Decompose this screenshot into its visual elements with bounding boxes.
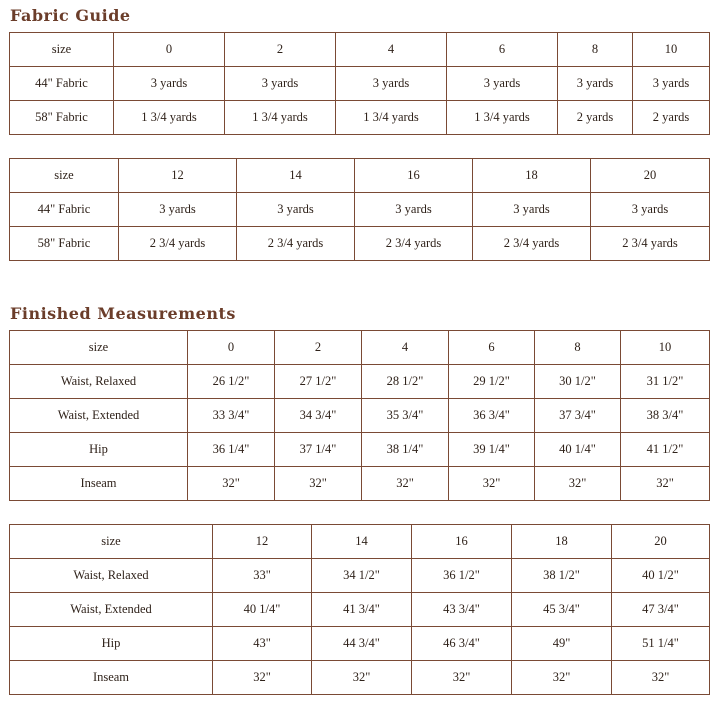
value-cell: 28 1/2" xyxy=(362,365,449,399)
table-row xyxy=(10,593,710,627)
value-cell: 2 3/4 yards xyxy=(355,227,473,261)
value-cell: 38 1/4" xyxy=(362,433,449,467)
row-label-cell: size xyxy=(10,525,213,559)
value-cell: 16 xyxy=(355,159,473,193)
value-cell: 36 1/4" xyxy=(188,433,275,467)
value-cell: 3 yards xyxy=(225,67,336,101)
value-cell: 34 1/2" xyxy=(312,559,412,593)
value-cell: 0 xyxy=(188,331,275,365)
value-cell: 14 xyxy=(237,159,355,193)
value-cell: 34 3/4" xyxy=(275,399,362,433)
value-cell: 36 1/2" xyxy=(412,559,512,593)
finished-measurements-table-2 xyxy=(9,524,710,695)
value-cell: 3 yards xyxy=(473,193,591,227)
value-cell: 20 xyxy=(591,159,710,193)
value-cell: 40 1/4" xyxy=(535,433,621,467)
fabric-guide-heading: Fabric Guide xyxy=(10,6,131,25)
value-cell: 41 3/4" xyxy=(312,593,412,627)
value-cell: 38 3/4" xyxy=(621,399,710,433)
finished-measurements-table-1 xyxy=(9,330,710,501)
value-cell: 33 3/4" xyxy=(188,399,275,433)
table-row xyxy=(10,227,710,261)
value-cell: 3 yards xyxy=(558,67,633,101)
value-cell: 2 xyxy=(225,33,336,67)
value-cell: 40 1/2" xyxy=(612,559,710,593)
value-cell: 4 xyxy=(336,33,447,67)
row-label-cell: 44" Fabric xyxy=(10,67,114,101)
value-cell: 32" xyxy=(312,661,412,695)
value-cell: 36 3/4" xyxy=(449,399,535,433)
value-cell: 3 yards xyxy=(119,193,237,227)
value-cell: 32" xyxy=(275,467,362,501)
header-row xyxy=(10,159,710,193)
value-cell: 2 3/4 yards xyxy=(119,227,237,261)
value-cell: 40 1/4" xyxy=(213,593,312,627)
value-cell: 38 1/2" xyxy=(512,559,612,593)
table-row xyxy=(10,365,710,399)
value-cell: 20 xyxy=(612,525,710,559)
value-cell: 2 yards xyxy=(558,101,633,135)
row-label-cell: Waist, Relaxed xyxy=(10,365,188,399)
value-cell: 8 xyxy=(535,331,621,365)
value-cell: 10 xyxy=(633,33,710,67)
row-label-cell: size xyxy=(10,331,188,365)
value-cell: 43" xyxy=(213,627,312,661)
value-cell: 4 xyxy=(362,331,449,365)
row-label-cell: 44" Fabric xyxy=(10,193,119,227)
value-cell: 41 1/2" xyxy=(621,433,710,467)
table-row xyxy=(10,627,710,661)
value-cell: 18 xyxy=(512,525,612,559)
value-cell: 3 yards xyxy=(336,67,447,101)
value-cell: 32" xyxy=(535,467,621,501)
value-cell: 2 3/4 yards xyxy=(237,227,355,261)
value-cell: 30 1/2" xyxy=(535,365,621,399)
value-cell: 12 xyxy=(213,525,312,559)
value-cell: 3 yards xyxy=(633,67,710,101)
value-cell: 46 3/4" xyxy=(412,627,512,661)
row-label-cell: size xyxy=(10,159,119,193)
value-cell: 44 3/4" xyxy=(312,627,412,661)
row-label-cell: Waist, Relaxed xyxy=(10,559,213,593)
value-cell: 2 xyxy=(275,331,362,365)
row-label-cell: size xyxy=(10,33,114,67)
value-cell: 32" xyxy=(612,661,710,695)
value-cell: 3 yards xyxy=(591,193,710,227)
value-cell: 43 3/4" xyxy=(412,593,512,627)
value-cell: 18 xyxy=(473,159,591,193)
value-cell: 32" xyxy=(621,467,710,501)
row-label-cell: Waist, Extended xyxy=(10,593,213,627)
value-cell: 6 xyxy=(447,33,558,67)
value-cell: 37 3/4" xyxy=(535,399,621,433)
table-row xyxy=(10,67,710,101)
value-cell: 27 1/2" xyxy=(275,365,362,399)
value-cell: 32" xyxy=(512,661,612,695)
value-cell: 32" xyxy=(412,661,512,695)
value-cell: 2 yards xyxy=(633,101,710,135)
value-cell: 1 3/4 yards xyxy=(225,101,336,135)
header-row xyxy=(10,331,710,365)
value-cell: 35 3/4" xyxy=(362,399,449,433)
table-row xyxy=(10,101,710,135)
value-cell: 1 3/4 yards xyxy=(336,101,447,135)
value-cell: 3 yards xyxy=(447,67,558,101)
value-cell: 3 yards xyxy=(237,193,355,227)
finished-measurements-heading: Finished Measurements xyxy=(10,304,236,323)
value-cell: 29 1/2" xyxy=(449,365,535,399)
table-row xyxy=(10,467,710,501)
value-cell: 2 3/4 yards xyxy=(473,227,591,261)
value-cell: 45 3/4" xyxy=(512,593,612,627)
header-row xyxy=(10,525,710,559)
value-cell: 32" xyxy=(362,467,449,501)
value-cell: 14 xyxy=(312,525,412,559)
row-label-cell: Hip xyxy=(10,433,188,467)
table-row xyxy=(10,559,710,593)
value-cell: 0 xyxy=(114,33,225,67)
value-cell: 1 3/4 yards xyxy=(447,101,558,135)
value-cell: 3 yards xyxy=(355,193,473,227)
row-label-cell: 58" Fabric xyxy=(10,101,114,135)
value-cell: 32" xyxy=(213,661,312,695)
value-cell: 10 xyxy=(621,331,710,365)
table-row xyxy=(10,193,710,227)
value-cell: 16 xyxy=(412,525,512,559)
table-row xyxy=(10,661,710,695)
value-cell: 12 xyxy=(119,159,237,193)
value-cell: 47 3/4" xyxy=(612,593,710,627)
value-cell: 3 yards xyxy=(114,67,225,101)
value-cell: 32" xyxy=(449,467,535,501)
fabric-guide-table-1 xyxy=(9,32,710,135)
fabric-guide-table-2 xyxy=(9,158,710,261)
value-cell: 2 3/4 yards xyxy=(591,227,710,261)
value-cell: 26 1/2" xyxy=(188,365,275,399)
value-cell: 31 1/2" xyxy=(621,365,710,399)
row-label-cell: Inseam xyxy=(10,467,188,501)
row-label-cell: Inseam xyxy=(10,661,213,695)
table-row xyxy=(10,433,710,467)
value-cell: 39 1/4" xyxy=(449,433,535,467)
value-cell: 1 3/4 yards xyxy=(114,101,225,135)
value-cell: 6 xyxy=(449,331,535,365)
value-cell: 8 xyxy=(558,33,633,67)
value-cell: 51 1/4" xyxy=(612,627,710,661)
row-label-cell: Waist, Extended xyxy=(10,399,188,433)
value-cell: 33" xyxy=(213,559,312,593)
value-cell: 49" xyxy=(512,627,612,661)
header-row xyxy=(10,33,710,67)
row-label-cell: Hip xyxy=(10,627,213,661)
value-cell: 37 1/4" xyxy=(275,433,362,467)
value-cell: 32" xyxy=(188,467,275,501)
row-label-cell: 58" Fabric xyxy=(10,227,119,261)
table-row xyxy=(10,399,710,433)
